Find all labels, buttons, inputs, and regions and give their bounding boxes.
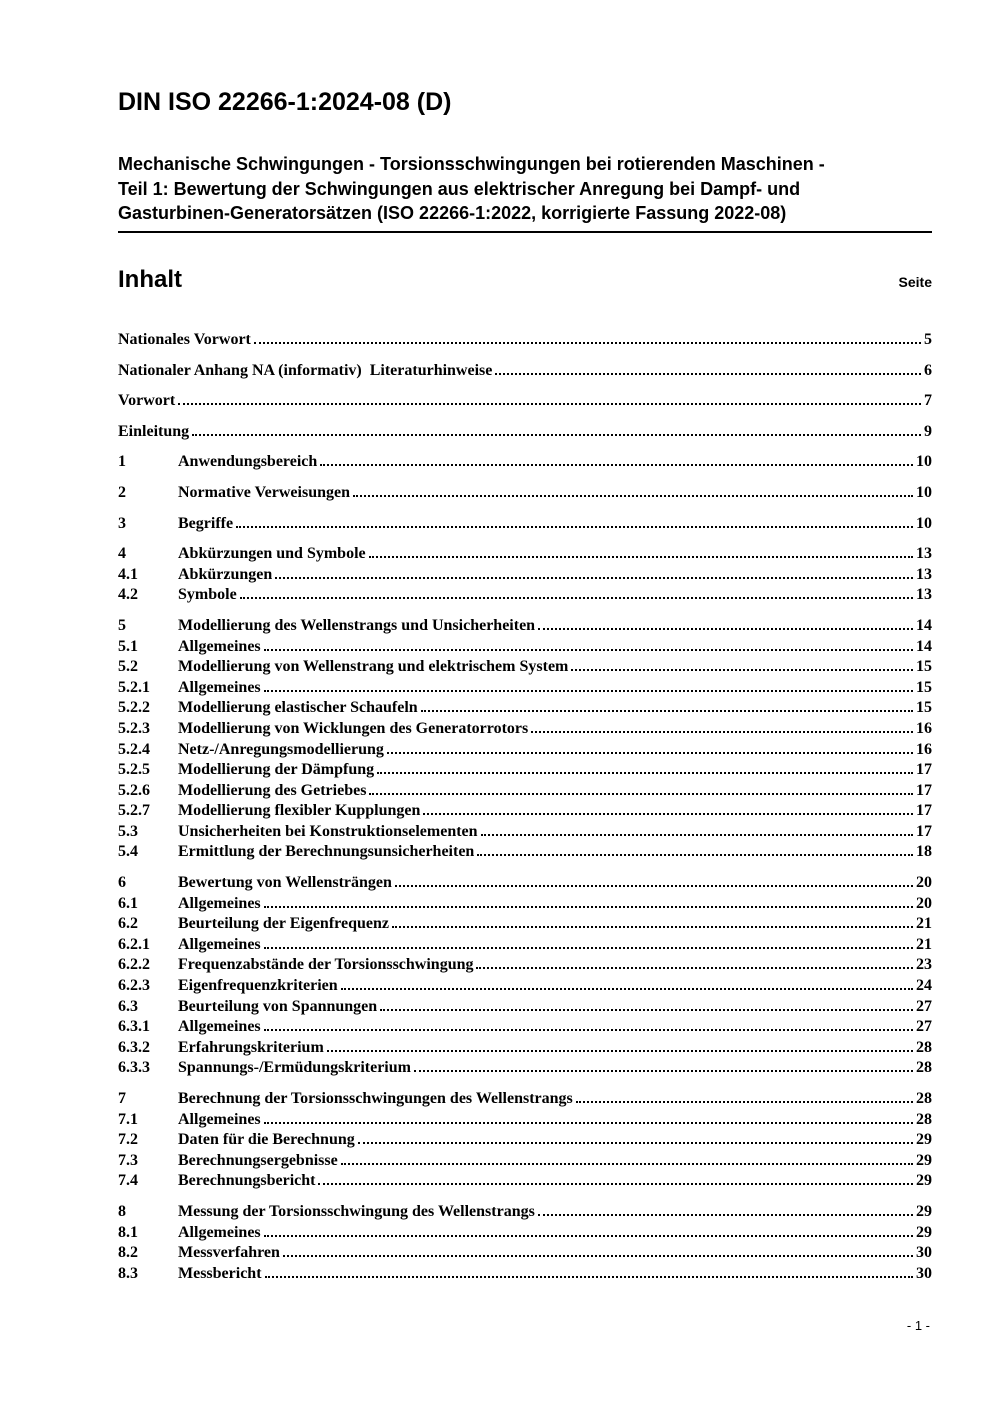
toc-leader-dots	[538, 1212, 913, 1216]
toc-entry[interactable]	[118, 914, 932, 935]
toc-entry-number: 7	[118, 1090, 126, 1107]
toc-leader-dots	[265, 1274, 913, 1278]
toc-entry-number: 5.2.1	[118, 678, 150, 696]
toc-entry[interactable]	[118, 1017, 932, 1038]
toc-entry[interactable]	[118, 1243, 932, 1264]
toc-entry-number: 6.3.3	[118, 1059, 150, 1077]
toc-entry-page: 29	[916, 1151, 932, 1169]
toc-leader-dots	[414, 1068, 913, 1072]
toc-entry-label: Modellierung der Dämpfung	[178, 761, 375, 779]
toc-leader-dots	[254, 340, 921, 344]
toc-entry-number: 5.2	[118, 658, 138, 676]
toc-entry-number: 6.2.1	[118, 935, 150, 953]
toc-entry[interactable]	[118, 422, 932, 443]
toc-entry[interactable]	[118, 678, 932, 699]
toc-entry-page: 6	[924, 361, 932, 379]
toc-leader-dots	[264, 1120, 913, 1124]
toc-entry-label: Unsicherheiten bei Konstruktionselementen	[178, 822, 478, 840]
toc-leader-dots	[576, 1099, 913, 1103]
toc-entry[interactable]	[118, 637, 932, 658]
toc-entry-page: 10	[916, 483, 932, 501]
toc-leader-dots	[476, 965, 913, 969]
toc-entry-label: Beurteilung von Spannungen	[178, 997, 378, 1015]
toc-entry-label: Frequenzabstände der Torsionsschwingung	[178, 956, 474, 974]
toc-entry-number: 6.3.1	[118, 1018, 150, 1036]
toc-entry-page: 9	[924, 422, 932, 440]
toc-entry-label: Modellierung flexibler Kupplungen	[178, 802, 421, 820]
toc-entry-number: 5.2.2	[118, 699, 150, 717]
toc-leader-dots	[571, 667, 913, 671]
toc-entry-page: 17	[916, 802, 932, 820]
toc-entry-number: 7.1	[118, 1110, 138, 1128]
toc-entry-label: Modellierung elastischer Schaufeln	[178, 699, 418, 717]
toc-entry-label: Spannungs-/Ermüdungskriterium	[178, 1059, 411, 1077]
toc-page-column-label: Seite	[898, 274, 932, 290]
toc-leader-dots	[327, 1048, 913, 1052]
toc-leader-dots	[358, 1140, 913, 1144]
toc-entry-label: Symbole	[178, 586, 237, 604]
toc-entry-number: 7.2	[118, 1131, 138, 1149]
toc-entry-label: Berechnung der Torsionsschwingungen des Wellenstrangs	[178, 1090, 573, 1107]
toc-entry[interactable]	[118, 657, 932, 678]
page-number-footer: - 1 -	[906, 1318, 930, 1333]
toc-entry[interactable]	[118, 483, 932, 504]
toc-entry[interactable]	[118, 1264, 932, 1285]
toc-entry-page: 10	[916, 453, 932, 471]
toc-entry-label: Allgemeines	[178, 1223, 261, 1241]
toc-entry-page: 29	[916, 1223, 932, 1241]
toc-leader-dots	[380, 1007, 913, 1011]
toc-entry-page: 29	[916, 1202, 932, 1220]
toc-entry-number: 5	[118, 616, 126, 634]
toc-entry[interactable]	[118, 740, 932, 761]
toc-entry-page: 16	[916, 740, 932, 758]
toc-leader-dots	[531, 729, 913, 733]
toc-entry[interactable]	[118, 873, 932, 894]
toc-entry-label: Berechnungsergebnisse	[178, 1151, 338, 1169]
toc-entry-page: 13	[916, 586, 932, 604]
toc-entry[interactable]	[118, 1223, 932, 1244]
toc-entry-label: Normative Verweisungen	[178, 483, 350, 501]
toc-entry[interactable]	[118, 935, 932, 956]
toc-leader-dots	[240, 595, 913, 599]
toc-entry[interactable]	[118, 1202, 932, 1223]
toc-leader-dots	[369, 791, 913, 795]
toc-leader-dots	[421, 708, 913, 712]
toc-entry[interactable]	[118, 1151, 932, 1172]
toc-leader-dots	[369, 554, 913, 558]
toc-entry-page: 17	[916, 781, 932, 799]
toc-entry-number: 8.2	[118, 1244, 138, 1262]
toc-entry-label: Allgemeines	[178, 1018, 261, 1036]
toc-leader-dots	[392, 924, 913, 928]
toc-leader-dots	[178, 401, 921, 405]
toc-entry-number: 8.1	[118, 1223, 138, 1241]
toc-leader-dots	[481, 832, 913, 836]
toc-entry-page: 20	[916, 874, 932, 892]
toc-entry-number: 5.2.6	[118, 781, 150, 799]
toc-leader-dots	[264, 1027, 913, 1031]
toc-entry-page: 21	[916, 915, 932, 933]
toc-entry-number: 6.3.2	[118, 1038, 150, 1056]
toc-heading: Inhalt	[118, 266, 182, 293]
toc-entry-number: 6.3	[118, 997, 138, 1015]
toc-leader-dots	[341, 1161, 913, 1165]
toc-entry-page: 29	[916, 1131, 932, 1149]
toc-entry[interactable]	[118, 976, 932, 997]
toc-leader-dots	[353, 493, 913, 497]
toc-entry[interactable]	[118, 801, 932, 822]
toc-entry-page: 5	[924, 331, 932, 348]
toc-leader-dots	[395, 883, 913, 887]
toc-entry-number: 6.2.3	[118, 977, 150, 995]
toc-entry-number: 7.4	[118, 1172, 138, 1190]
toc-leader-dots	[423, 811, 913, 815]
document-title-line: Teil 1: Bewertung der Schwingungen aus elektrischer Anregung bei Dampf- und	[118, 178, 801, 199]
toc-entry-label: Allgemeines	[178, 894, 261, 912]
toc-entry-number: 4.1	[118, 565, 138, 583]
toc-entry[interactable]	[118, 822, 932, 843]
toc-entry-number: 7.3	[118, 1151, 138, 1169]
toc-leader-dots	[318, 1181, 913, 1185]
toc-entry-label: Modellierung von Wellenstrang und elektrischem System	[178, 658, 569, 676]
document-title-line: Mechanische Schwingungen - Torsionsschwingungen bei rotierenden Maschinen -	[118, 154, 825, 174]
toc-leader-dots	[341, 986, 913, 990]
toc-entry[interactable]	[118, 330, 932, 351]
toc-entry-page: 28	[916, 1059, 932, 1077]
toc-entry-number: 4.2	[118, 586, 138, 604]
toc-entry[interactable]	[118, 894, 932, 915]
toc-entry-page: 16	[916, 719, 932, 737]
toc-leader-dots	[477, 852, 913, 856]
toc-entry-number: 5.2.7	[118, 802, 150, 820]
toc-entry-number: 8.3	[118, 1264, 138, 1282]
toc-leader-dots	[377, 770, 913, 774]
toc-entry-label: Daten für die Berechnung	[178, 1131, 355, 1149]
toc-entry-page: 15	[916, 678, 932, 696]
toc-entry-number: 5.4	[118, 843, 138, 861]
toc-leader-dots	[320, 462, 913, 466]
toc-entry-page: 30	[916, 1244, 932, 1262]
toc-entry[interactable]	[118, 719, 932, 740]
toc-entry[interactable]	[118, 997, 932, 1018]
toc-entry[interactable]	[118, 955, 932, 976]
toc-leader-dots	[264, 904, 913, 908]
toc-entry-page: 15	[916, 699, 932, 717]
toc-entry-label: Messbericht	[178, 1264, 262, 1282]
toc-entry-number: 5.2.4	[118, 740, 150, 758]
toc-entry-label: Messung der Torsionsschwingung des Wellenstrangs	[178, 1202, 535, 1220]
toc-entry[interactable]	[118, 1130, 932, 1151]
toc-entry[interactable]	[118, 1110, 932, 1131]
toc-entry[interactable]	[118, 781, 932, 802]
toc-entry-label: Eigenfrequenzkriterien	[178, 977, 338, 995]
toc-entry-label: Messverfahren	[178, 1244, 280, 1262]
toc-entry[interactable]	[118, 514, 932, 535]
toc-entry[interactable]	[118, 760, 932, 781]
toc-list	[118, 330, 932, 1284]
toc-entry-number: 5.3	[118, 822, 138, 840]
toc-entry-number: 5.2.3	[118, 719, 150, 737]
toc-entry-label: Abkürzungen und Symbole	[178, 545, 366, 563]
toc-entry-page: 14	[916, 637, 932, 655]
toc-entry-page: 29	[916, 1172, 932, 1190]
contents-header-row	[118, 266, 932, 294]
toc-entry-label: Modellierung des Wellenstrangs und Unsicherheiten	[178, 616, 536, 634]
toc-entry-label: Einleitung	[118, 422, 190, 440]
toc-entry-page: 7	[924, 392, 932, 410]
document-number: DIN ISO 22266-1:2024-08 (D)	[118, 88, 452, 116]
toc-leader-dots	[264, 647, 913, 651]
toc-entry-page: 23	[916, 956, 932, 974]
toc-entry-number: 5.2.5	[118, 761, 150, 779]
toc-entry-page: 14	[916, 616, 932, 634]
toc-entry[interactable]	[118, 585, 932, 606]
toc-entry-number: 6.2	[118, 915, 138, 933]
toc-entry-number: 3	[118, 514, 126, 532]
toc-entry-label: Allgemeines	[178, 678, 261, 696]
toc-entry-page: 28	[916, 1038, 932, 1056]
toc-entry-label: Nationales Vorwort	[118, 331, 251, 348]
toc-entry-number: 6	[118, 874, 126, 892]
toc-leader-dots	[495, 371, 921, 375]
toc-entry-number: 2	[118, 483, 126, 501]
toc-entry-label: Anwendungsbereich	[178, 453, 318, 471]
toc-entry-label: Modellierung des Getriebes	[178, 781, 367, 799]
toc-entry[interactable]	[118, 616, 932, 637]
toc-entry-page: 28	[916, 1110, 932, 1128]
toc-entry-page: 24	[916, 977, 932, 995]
toc-leader-dots	[283, 1253, 913, 1257]
toc-entry-page: 10	[916, 514, 932, 532]
toc-entry-number: 1	[118, 453, 126, 471]
toc-entry[interactable]	[118, 391, 932, 412]
document-title-line: Gasturbinen-Generatorsätzen (ISO 22266-1:2022, korrigierte Fassung 2022-08)	[118, 203, 787, 224]
toc-entry-page: 17	[916, 761, 932, 779]
toc-entry-page: 13	[916, 565, 932, 583]
toc-entry-number: 8	[118, 1202, 126, 1220]
toc-leader-dots	[275, 575, 913, 579]
toc-entry-number: 5.1	[118, 637, 138, 655]
toc-entry[interactable]	[118, 361, 932, 382]
toc-entry-label: Abkürzungen	[178, 565, 273, 583]
toc-entry-label: Begriffe	[178, 514, 234, 532]
toc-leader-dots	[264, 1233, 913, 1237]
toc-entry[interactable]	[118, 452, 932, 473]
toc-entry-label: Ermittlung der Berechnungsunsicherheiten	[178, 843, 475, 861]
toc-entry-page: 18	[916, 843, 932, 861]
toc-entry-page: 21	[916, 935, 932, 953]
toc-leader-dots	[192, 432, 921, 436]
toc-entry-label: Vorwort	[118, 392, 176, 410]
toc-entry-number: 6.1	[118, 894, 138, 912]
toc-entry-label: Netz-/Anregungsmodellierung	[178, 740, 384, 758]
toc-leader-dots	[264, 945, 913, 949]
toc-entry-page: 20	[916, 894, 932, 912]
toc-leader-dots	[236, 524, 913, 528]
toc-entry[interactable]	[118, 544, 932, 565]
toc-entry[interactable]	[118, 1171, 932, 1192]
toc-entry-label: Beurteilung der Eigenfrequenz	[178, 915, 389, 933]
toc-entry-number: 4	[118, 545, 126, 563]
toc-entry[interactable]	[118, 698, 932, 719]
toc-entry-number: 6.2.2	[118, 956, 150, 974]
toc-entry[interactable]	[118, 565, 932, 586]
toc-entry-label: Allgemeines	[178, 1110, 261, 1128]
toc-entry[interactable]	[118, 1058, 932, 1079]
toc-entry[interactable]	[118, 1038, 932, 1059]
toc-entry-page: 13	[916, 545, 932, 563]
toc-entry-page: 17	[916, 822, 932, 840]
toc-entry-page: 27	[916, 997, 932, 1015]
toc-entry-label: Erfahrungskriterium	[178, 1038, 324, 1056]
toc-entry[interactable]	[118, 842, 932, 863]
toc-entry-page: 28	[916, 1090, 932, 1107]
toc-leader-dots	[387, 750, 913, 754]
toc-leader-dots	[538, 626, 913, 630]
toc-entry-label: Allgemeines	[178, 637, 261, 655]
toc-entry-label: Bewertung von Wellensträngen	[178, 874, 392, 892]
toc-leader-dots	[264, 688, 913, 692]
document-title	[118, 152, 932, 233]
toc-entry-page: 30	[916, 1264, 932, 1282]
toc-entry-page: 27	[916, 1018, 932, 1036]
toc-entry-label: Berechnungsbericht	[178, 1172, 316, 1190]
toc-entry-label: Modellierung von Wicklungen des Generatorrotors	[178, 719, 529, 737]
toc-entry-label: Nationaler Anhang NA (informativ) Literaturhinweise	[118, 361, 493, 379]
toc-entry[interactable]	[118, 1089, 932, 1110]
toc-entry-label: Allgemeines	[178, 935, 261, 953]
toc-entry-page: 15	[916, 658, 932, 676]
